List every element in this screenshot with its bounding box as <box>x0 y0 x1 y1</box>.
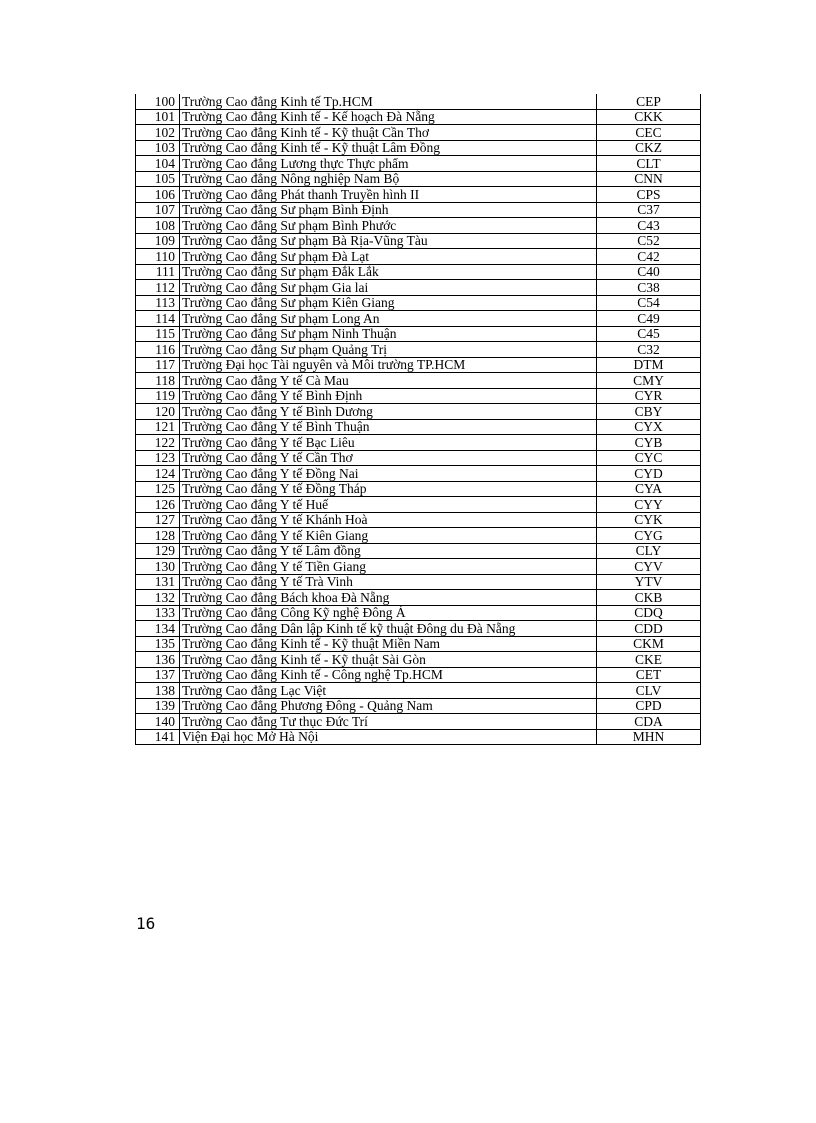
school-name: Trường Cao đẳng Y tế Bình Thuận <box>180 419 597 435</box>
school-name: Trường Cao đẳng Kinh tế - Kỹ thuật Miền Nam <box>180 636 597 652</box>
school-code: CYY <box>597 497 701 513</box>
school-name: Trường Cao đẳng Kinh tế Tp.HCM <box>180 94 597 109</box>
school-code: DTM <box>597 357 701 373</box>
school-name: Trường Cao đẳng Sư phạm Quảng Trị <box>180 342 597 358</box>
row-number: 138 <box>136 683 180 699</box>
row-number: 108 <box>136 218 180 234</box>
school-code: C32 <box>597 342 701 358</box>
table-row <box>136 574 701 590</box>
row-number: 126 <box>136 497 180 513</box>
table-row <box>136 497 701 513</box>
table-row <box>136 636 701 652</box>
school-name: Trường Cao đẳng Sư phạm Gia lai <box>180 280 597 296</box>
row-number: 135 <box>136 636 180 652</box>
row-number: 136 <box>136 652 180 668</box>
row-number: 113 <box>136 295 180 311</box>
table-row <box>136 729 701 745</box>
row-number: 111 <box>136 264 180 280</box>
row-number: 137 <box>136 667 180 683</box>
school-code: CDA <box>597 714 701 730</box>
table-row <box>136 357 701 373</box>
school-name: Trường Cao đẳng Kinh tế - Công nghệ Tp.HCM <box>180 667 597 683</box>
school-name: Trường Cao đẳng Y tế Kiên Giang <box>180 528 597 544</box>
table-row <box>136 714 701 730</box>
table-row <box>136 559 701 575</box>
school-name: Trường Cao đẳng Y tế Đồng Nai <box>180 466 597 482</box>
row-number: 141 <box>136 729 180 745</box>
row-number: 121 <box>136 419 180 435</box>
row-number: 110 <box>136 249 180 265</box>
school-name: Trường Cao đẳng Sư phạm Kiên Giang <box>180 295 597 311</box>
school-code: CYD <box>597 466 701 482</box>
school-name: Trường Cao đẳng Tư thục Đức Trí <box>180 714 597 730</box>
school-name: Trường Cao đẳng Y tế Lâm đồng <box>180 543 597 559</box>
table-row <box>136 543 701 559</box>
row-number: 132 <box>136 590 180 606</box>
table-row <box>136 249 701 265</box>
school-code: CLY <box>597 543 701 559</box>
table-row <box>136 218 701 234</box>
row-number: 123 <box>136 450 180 466</box>
table-row <box>136 326 701 342</box>
school-name: Trường Cao đẳng Dân lập Kinh tế kỹ thuật Đông du Đà Nẵng <box>180 621 597 637</box>
row-number: 120 <box>136 404 180 420</box>
row-number: 139 <box>136 698 180 714</box>
school-code: CKE <box>597 652 701 668</box>
school-name: Trường Cao đẳng Y tế Tiền Giang <box>180 559 597 575</box>
school-code: CDQ <box>597 605 701 621</box>
row-number: 112 <box>136 280 180 296</box>
row-number: 100 <box>136 94 180 109</box>
row-number: 122 <box>136 435 180 451</box>
table-row <box>136 698 701 714</box>
table-row <box>136 667 701 683</box>
school-code: C49 <box>597 311 701 327</box>
school-name: Trường Cao đẳng Sư phạm Bình Định <box>180 202 597 218</box>
table-row <box>136 652 701 668</box>
row-number: 115 <box>136 326 180 342</box>
school-code: CYV <box>597 559 701 575</box>
table-row <box>136 140 701 156</box>
table-row <box>136 109 701 125</box>
school-code: C40 <box>597 264 701 280</box>
school-code: YTV <box>597 574 701 590</box>
school-name: Trường Cao đẳng Sư phạm Bình Phước <box>180 218 597 234</box>
row-number: 102 <box>136 125 180 141</box>
school-code: CYK <box>597 512 701 528</box>
table-row <box>136 233 701 249</box>
table-row <box>136 202 701 218</box>
row-number: 129 <box>136 543 180 559</box>
school-code: CYX <box>597 419 701 435</box>
school-name: Trường Cao đẳng Sư phạm Ninh Thuận <box>180 326 597 342</box>
row-number: 109 <box>136 233 180 249</box>
schools-table <box>135 94 701 745</box>
school-name: Trường Cao đẳng Y tế Trà Vinh <box>180 574 597 590</box>
table-row <box>136 295 701 311</box>
school-code: C38 <box>597 280 701 296</box>
row-number: 101 <box>136 109 180 125</box>
school-name: Trường Cao đẳng Sư phạm Đắk Lắk <box>180 264 597 280</box>
school-name: Trường Cao đẳng Nông nghiệp Nam Bộ <box>180 171 597 187</box>
row-number: 105 <box>136 171 180 187</box>
row-number: 128 <box>136 528 180 544</box>
school-name: Trường Cao đẳng Kinh tế - Kỹ thuật Lâm Đồng <box>180 140 597 156</box>
table-row <box>136 481 701 497</box>
table-row <box>136 94 701 109</box>
school-code: CBY <box>597 404 701 420</box>
row-number: 114 <box>136 311 180 327</box>
row-number: 133 <box>136 605 180 621</box>
table-row <box>136 621 701 637</box>
row-number: 118 <box>136 373 180 389</box>
school-code: CYG <box>597 528 701 544</box>
school-code: CMY <box>597 373 701 389</box>
page-number: 16 <box>136 914 156 933</box>
row-number: 107 <box>136 202 180 218</box>
row-number: 127 <box>136 512 180 528</box>
row-number: 131 <box>136 574 180 590</box>
school-name: Trường Cao đẳng Y tế Huế <box>180 497 597 513</box>
table-row <box>136 450 701 466</box>
row-number: 116 <box>136 342 180 358</box>
school-name: Trường Cao đẳng Phát thanh Truyền hình II <box>180 187 597 203</box>
school-code: CPS <box>597 187 701 203</box>
school-code: CNN <box>597 171 701 187</box>
school-name: Trường Cao đẳng Kinh tế - Kỹ thuật Sài Gòn <box>180 652 597 668</box>
table-row <box>136 512 701 528</box>
row-number: 119 <box>136 388 180 404</box>
table-row <box>136 605 701 621</box>
school-name: Trường Cao đẳng Y tế Khánh Hoà <box>180 512 597 528</box>
school-name: Trường Cao đẳng Y tế Bạc Liêu <box>180 435 597 451</box>
school-code: CYC <box>597 450 701 466</box>
school-code: CKM <box>597 636 701 652</box>
school-name: Viện Đại học Mở Hà Nội <box>180 729 597 745</box>
table-row <box>136 590 701 606</box>
school-code: CLV <box>597 683 701 699</box>
school-code: CYR <box>597 388 701 404</box>
school-name: Trường Cao đẳng Sư phạm Đà Lạt <box>180 249 597 265</box>
school-name: Trường Đại học Tài nguyên và Môi trường TP.HCM <box>180 357 597 373</box>
row-number: 130 <box>136 559 180 575</box>
school-name: Trường Cao đẳng Lương thực Thực phẩm <box>180 156 597 172</box>
school-name: Trường Cao đẳng Lạc Việt <box>180 683 597 699</box>
school-code: CEP <box>597 94 701 109</box>
school-code: CKB <box>597 590 701 606</box>
table-row <box>136 171 701 187</box>
school-code: C42 <box>597 249 701 265</box>
table-row <box>136 311 701 327</box>
school-code: CYA <box>597 481 701 497</box>
school-name: Trường Cao đẳng Y tế Bình Định <box>180 388 597 404</box>
schools-table-body <box>136 94 701 745</box>
school-code: CYB <box>597 435 701 451</box>
school-name: Trường Cao đẳng Kinh tế - Kế hoạch Đà Nẵng <box>180 109 597 125</box>
school-code: C43 <box>597 218 701 234</box>
school-name: Trường Cao đẳng Kinh tế - Kỹ thuật Cần Thơ <box>180 125 597 141</box>
school-name: Trường Cao đẳng Công Kỹ nghệ Đông Á <box>180 605 597 621</box>
school-name: Trường Cao đẳng Sư phạm Bà Rịa-Vũng Tàu <box>180 233 597 249</box>
school-code: CET <box>597 667 701 683</box>
row-number: 124 <box>136 466 180 482</box>
table-row <box>136 404 701 420</box>
table-row <box>136 435 701 451</box>
row-number: 106 <box>136 187 180 203</box>
row-number: 134 <box>136 621 180 637</box>
school-code: CDD <box>597 621 701 637</box>
table-row <box>136 419 701 435</box>
table-row <box>136 466 701 482</box>
school-name: Trường Cao đẳng Y tế Cà Mau <box>180 373 597 389</box>
school-code: C45 <box>597 326 701 342</box>
school-code: CEC <box>597 125 701 141</box>
row-number: 103 <box>136 140 180 156</box>
table-row <box>136 125 701 141</box>
school-code: C52 <box>597 233 701 249</box>
table-row <box>136 156 701 172</box>
table-row <box>136 388 701 404</box>
school-name: Trường Cao đẳng Phương Đông - Quảng Nam <box>180 698 597 714</box>
table-row <box>136 280 701 296</box>
school-code: C37 <box>597 202 701 218</box>
school-code: C54 <box>597 295 701 311</box>
row-number: 125 <box>136 481 180 497</box>
school-code: CPD <box>597 698 701 714</box>
table-row <box>136 187 701 203</box>
school-name: Trường Cao đẳng Y tế Đồng Tháp <box>180 481 597 497</box>
school-code: MHN <box>597 729 701 745</box>
table-row <box>136 264 701 280</box>
table-row <box>136 342 701 358</box>
row-number: 104 <box>136 156 180 172</box>
school-name: Trường Cao đẳng Y tế Bình Dương <box>180 404 597 420</box>
school-code: CKK <box>597 109 701 125</box>
table-row <box>136 373 701 389</box>
school-name: Trường Cao đẳng Sư phạm Long An <box>180 311 597 327</box>
school-name: Trường Cao đẳng Y tế Cần Thơ <box>180 450 597 466</box>
school-code: CKZ <box>597 140 701 156</box>
school-code: CLT <box>597 156 701 172</box>
row-number: 117 <box>136 357 180 373</box>
table-row <box>136 683 701 699</box>
school-name: Trường Cao đẳng Bách khoa Đà Nẵng <box>180 590 597 606</box>
table-row <box>136 528 701 544</box>
row-number: 140 <box>136 714 180 730</box>
